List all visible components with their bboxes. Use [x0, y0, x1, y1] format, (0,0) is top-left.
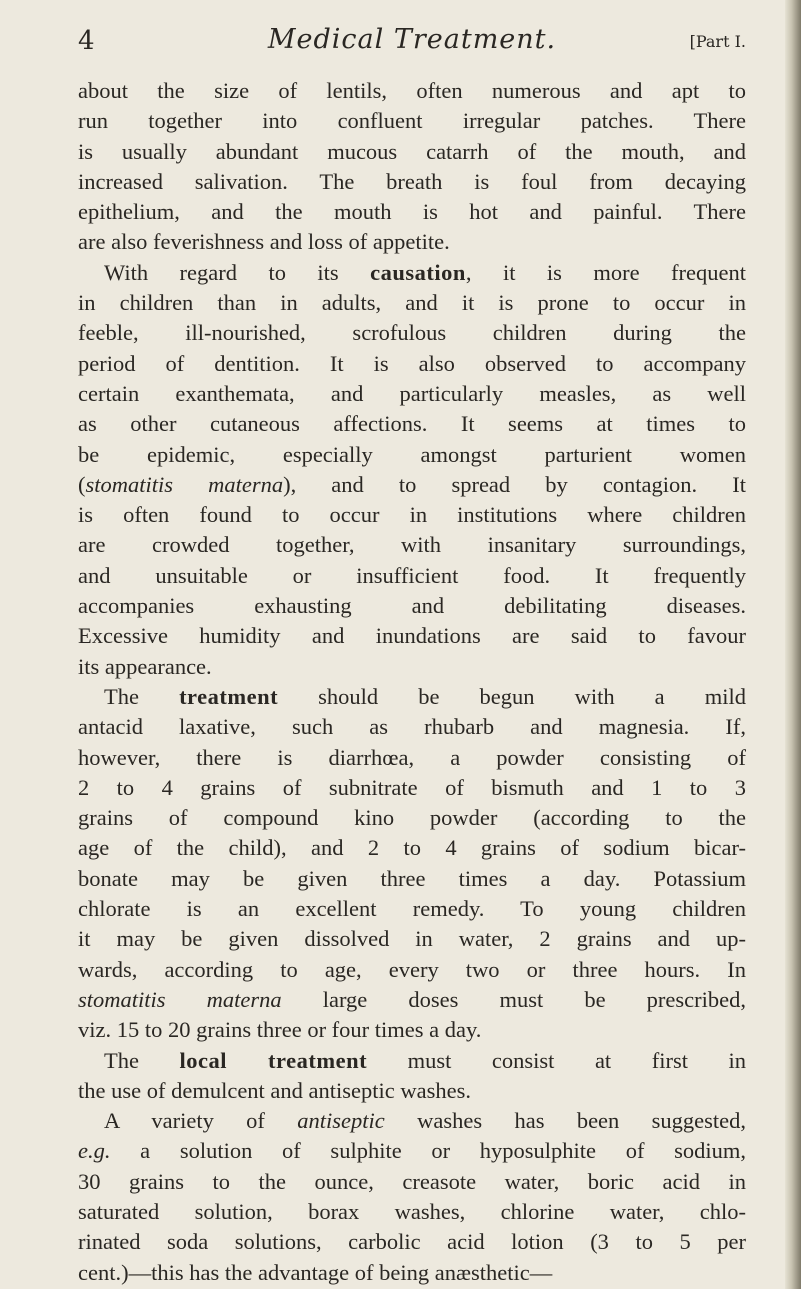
text-segment: The: [104, 1047, 180, 1073]
text-line: [78, 470, 746, 500]
text-segment: should be begun with a mild: [278, 683, 746, 709]
text-segment: 30 grains to the ounce, creasote water, boric acid in: [78, 1168, 746, 1194]
text-segment: A variety of: [104, 1108, 298, 1134]
text-line: [78, 409, 746, 439]
text-segment: run together into confluent irregular patches. There: [78, 108, 746, 134]
text-segment: increased salivation. The breath is foul from decaying: [78, 168, 746, 194]
text-line: [78, 712, 746, 742]
text-line: [78, 1076, 746, 1106]
text-segment: accompanies exhausting and debilitating diseases.: [78, 593, 746, 619]
text-line: [78, 1227, 746, 1257]
text-segment: ), and to spread by contagion. It: [283, 471, 746, 497]
text-line: [78, 894, 746, 924]
text-segment: bonate may be given three times a day. Potassium: [78, 865, 746, 891]
text-line: [78, 197, 746, 227]
text-line: [78, 985, 746, 1015]
text-segment: rinated soda solutions, carbolic acid lotion (3 to 5 per: [78, 1229, 746, 1255]
text-line: [78, 258, 746, 288]
italic-term: e.g.: [78, 1138, 111, 1164]
bold-lead-term: treatment: [179, 683, 279, 709]
text-segment: certain exanthemata, and particularly measles, as well: [78, 380, 746, 406]
text-line: [78, 561, 746, 591]
text-segment: about the size of lentils, often numerous and apt to: [78, 78, 746, 103]
text-segment: viz. 15 to 20 grains three or four times a day.: [78, 1017, 482, 1043]
text-line: [78, 106, 746, 136]
text-segment: its appearance.: [78, 653, 212, 679]
text-segment: as other cutaneous affections. It seems at times to: [78, 411, 746, 437]
text-line: [78, 743, 746, 773]
text-segment: washes has been suggested,: [384, 1108, 747, 1134]
text-segment: (: [78, 471, 86, 497]
text-line: [78, 500, 746, 530]
text-segment: wards, according to age, every two or three hours. In: [78, 956, 746, 982]
text-line: [78, 1136, 746, 1166]
text-segment: a solution of sulphite or hyposulphite of sodium,: [110, 1138, 746, 1164]
text-line: [78, 1197, 746, 1227]
text-line: [78, 530, 746, 560]
text-segment: With regard to its: [104, 259, 371, 285]
running-header: [78, 22, 746, 62]
italic-term: stomatitis materna: [85, 471, 284, 497]
text-segment: must consist at first in: [367, 1047, 746, 1073]
text-line: [78, 227, 746, 257]
text-line: [78, 924, 746, 954]
text-line: [78, 137, 746, 167]
text-segment: be epidemic, especially amongst parturient women: [78, 441, 746, 467]
text-line: [78, 773, 746, 803]
text-segment: Excessive humidity and inundations are said to favour: [78, 623, 746, 649]
text-line: [78, 621, 746, 651]
text-segment: are crowded together, with insanitary surroundings,: [78, 532, 746, 558]
text-segment: is often found to occur in institutions where children: [78, 502, 746, 528]
running-title: Medical Treatment.: [267, 24, 557, 55]
text-segment: 2 to 4 grains of subnitrate of bismuth and 1 to 3: [78, 774, 746, 800]
text-line: [78, 349, 746, 379]
text-segment: antacid laxative, such as rhubarb and magnesia. If,: [78, 714, 746, 740]
text-line: [78, 864, 746, 894]
text-line: [78, 803, 746, 833]
text-line: [78, 1046, 746, 1076]
text-line: [78, 76, 746, 106]
text-segment: large doses must be prescribed,: [281, 986, 746, 1012]
text-line: [78, 1258, 746, 1288]
text-line: [78, 1167, 746, 1197]
text-segment: grains of compound kino powder (according to the: [78, 805, 746, 831]
text-segment: chlorate is an excellent remedy. To young children: [78, 896, 746, 922]
text-segment: saturated solution, borax washes, chlorine water, chlo-: [78, 1198, 746, 1224]
text-segment: the use of demulcent and antiseptic washes.: [78, 1077, 472, 1103]
text-segment: it may be given dissolved in water, 2 grains and up-: [78, 926, 746, 952]
text-segment: , it is more frequent: [465, 259, 746, 285]
italic-term: stomatitis materna: [78, 986, 282, 1012]
text-line: [78, 318, 746, 348]
text-line: [78, 591, 746, 621]
text-segment: period of dentition. It is also observed to accompany: [78, 350, 746, 376]
text-line: [78, 682, 746, 712]
text-segment: is usually abundant mucous catarrh of the mouth, and: [78, 138, 746, 164]
text-line: [78, 379, 746, 409]
text-line: [78, 1015, 746, 1045]
text-line: [78, 1106, 746, 1136]
text-segment: The: [104, 683, 180, 709]
text-line: [78, 288, 746, 318]
text-line: [78, 652, 746, 682]
text-segment: cent.)—this has the advantage of being anæsthetic—: [78, 1259, 553, 1285]
text-line: [78, 955, 746, 985]
text-line: [78, 440, 746, 470]
text-segment: epithelium, and the mouth is hot and painful. There: [78, 199, 746, 225]
text-segment: age of the child), and 2 to 4 grains of sodium bicar-: [78, 835, 746, 861]
text-segment: in children than in adults, and it is prone to occur in: [78, 290, 746, 316]
bold-lead-term: local treatment: [179, 1047, 368, 1073]
body-text: [78, 76, 746, 1288]
text-line: [78, 833, 746, 863]
page-number: 4: [78, 26, 95, 56]
page-edge-shadow: [785, 0, 801, 1289]
text-segment: feeble, ill-nourished, scrofulous children during the: [78, 320, 746, 346]
text-segment: and unsuitable or insufficient food. It frequently: [78, 562, 746, 588]
text-segment: however, there is diarrhœa, a powder consisting of: [78, 744, 746, 770]
bold-lead-term: causation: [370, 259, 466, 285]
text-line: [78, 167, 746, 197]
part-label: [Part I.: [689, 32, 746, 51]
italic-term: antiseptic: [297, 1108, 385, 1134]
text-segment: are also feverishness and loss of appetite.: [78, 229, 450, 255]
